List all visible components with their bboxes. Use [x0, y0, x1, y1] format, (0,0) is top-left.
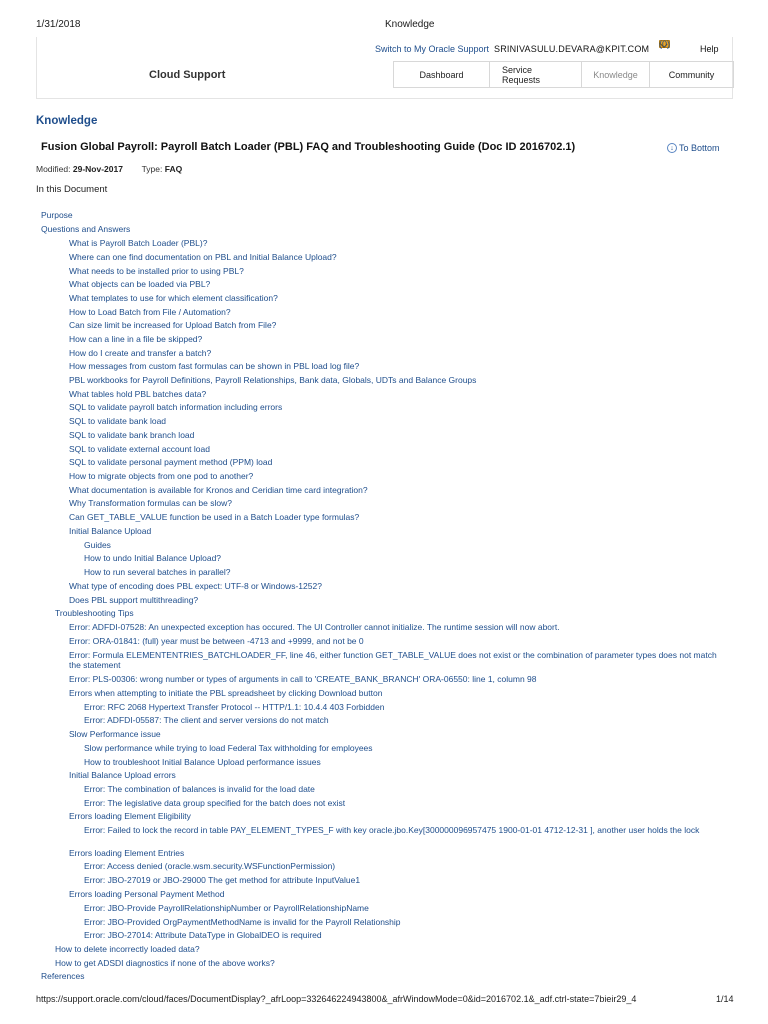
arrow-down-circle-icon: ↓	[667, 143, 677, 153]
toc-link[interactable]: What templates to use for which element classification?	[69, 293, 278, 303]
toc-link[interactable]: Errors loading Element Entries	[69, 848, 185, 858]
toc-link[interactable]: How to migrate objects from one pod to another?	[69, 471, 254, 481]
toc-link[interactable]: SQL to validate bank load	[69, 416, 167, 426]
toc-link[interactable]: SQL to validate external account load	[69, 444, 210, 454]
section-heading: Knowledge	[36, 115, 98, 127]
toc-link[interactable]: What tables hold PBL batches data?	[69, 389, 207, 399]
toc-link[interactable]: Errors loading Personal Payment Method	[69, 889, 225, 899]
toc-link[interactable]: What type of encoding does PBL expect: UTF-8 or Windows-1252?	[69, 581, 322, 591]
toc-link[interactable]: Error: PLS-00306: wrong number or types of arguments in call to 'CREATE_BANK_BRANCH' ORA-06550: line 1, column 98	[69, 674, 537, 684]
toc-link[interactable]: Error: Access denied (oracle.wsm.security.WSFunctionPermission)	[84, 861, 336, 871]
toc-link[interactable]: Errors loading Element Eligibility	[69, 811, 191, 821]
toc-link[interactable]: Questions and Answers	[41, 224, 131, 234]
main-nav	[393, 61, 734, 88]
toc-link[interactable]: What needs to be installed prior to using PBL?	[69, 266, 244, 276]
toc-link[interactable]: Error: ADFDI-07528: An unexpected exception has occured. The UI Controller cannot initialize. The runtime session will now abort.	[69, 622, 560, 632]
toc-link[interactable]: Error: RFC 2068 Hypertext Transfer Protocol -- HTTP/1.1: 10.4.4 403 Forbidden	[84, 702, 385, 712]
toc-link[interactable]: Error: The legislative data group specified for the batch does not exist	[84, 798, 346, 808]
toc-link[interactable]: Error: The combination of balances is invalid for the load date	[84, 784, 315, 794]
toc-link[interactable]: How to Load Batch from File / Automation?	[69, 307, 231, 317]
print-title: Knowledge	[385, 19, 435, 30]
toc-link[interactable]: How to run several batches in parallel?	[84, 567, 231, 577]
toc-link[interactable]: SQL to validate payroll batch information including errors	[69, 402, 283, 412]
toc-link[interactable]: Initial Balance Upload errors	[69, 770, 176, 780]
in-this-document-heading: In this Document	[36, 184, 108, 195]
toc-link[interactable]: Where can one find documentation on PBL and Initial Balance Upload?	[69, 252, 337, 262]
toc-link[interactable]: What objects can be loaded via PBL?	[69, 279, 211, 289]
toc-link[interactable]: Error: ORA-01841: (full) year must be between -4713 and +9999, and not be 0	[69, 636, 364, 646]
print-date: 1/31/2018	[36, 19, 81, 30]
toc-link[interactable]: How messages from custom fast formulas can be shown in PBL load log file?	[69, 361, 360, 371]
tab-knowledge[interactable]: Knowledge	[582, 62, 650, 87]
toc-link[interactable]: Error: Formula ELEMENTENTRIES_BATCHLOADER_FF, line 46, either function GET_TABLE_VALUE does not exist or the combination of parameter types does not match the statement	[69, 650, 717, 670]
toc-link[interactable]: Can size limit be increased for Upload Batch from File?	[69, 320, 277, 330]
document-meta	[36, 164, 182, 174]
toc-link[interactable]: SQL to validate bank branch load	[69, 430, 195, 440]
modified-label: Modified:	[36, 164, 71, 174]
toc-link[interactable]: Error: ADFDI-05587: The client and server versions do not match	[84, 715, 329, 725]
footer-page-number: 1/14	[716, 994, 734, 1004]
user-email[interactable]: SRINIVASULU.DEVARA@KPIT.COM	[494, 44, 650, 54]
toc-link[interactable]: What is Payroll Batch Loader (PBL)?	[69, 238, 208, 248]
tab-community[interactable]: Community	[668, 69, 715, 80]
toc-link[interactable]: How to delete incorrectly loaded data?	[55, 944, 200, 954]
tab-service-requests[interactable]: Service Requests	[490, 62, 582, 87]
toc-link[interactable]: Errors when attempting to initiate the PBL spreadsheet by clicking Download button	[69, 688, 383, 698]
toc-link[interactable]: Initial Balance Upload	[69, 526, 152, 536]
help-link[interactable]: Help	[700, 44, 719, 54]
toc-link[interactable]: Error: Failed to lock the record in table PAY_ELEMENT_TYPES_F with key oracle.jbo.Key[300000096957475 1900-01-01 4712-12-31 ], another user holds the lock	[84, 825, 700, 835]
modified-value: 29-Nov-2017	[72, 164, 123, 174]
toc-link[interactable]: How can a line in a file be skipped?	[69, 334, 203, 344]
toc-link[interactable]: Why Transformation formulas can be slow?	[69, 498, 232, 508]
toc-link[interactable]: How to troubleshoot Initial Balance Upload performance issues	[84, 757, 321, 767]
toc-link[interactable]: Purpose	[41, 210, 73, 220]
tab-dashboard[interactable]: Dashboard	[394, 62, 490, 87]
toc-link[interactable]: Error: JBO-Provide PayrollRelationshipNumber or PayrollRelationshipName	[84, 903, 369, 913]
document-title: Fusion Global Payroll: Payroll Batch Loader (PBL) FAQ and Troubleshooting Guide (Doc ID 2016702.1)	[41, 141, 576, 153]
toc-link[interactable]: SQL to validate personal payment method (PPM) load	[69, 457, 273, 467]
toc-link[interactable]: Slow performance while trying to load Federal Tax withholding for employees	[84, 743, 373, 753]
toc-link[interactable]: How to get ADSDI diagnostics if none of the above works?	[55, 958, 275, 968]
toc-link[interactable]: PBL workbooks for Payroll Definitions, Payroll Relationships, Bank data, Globals, UDTs and Balance Groups	[69, 375, 477, 385]
messages-count: (0)	[659, 39, 670, 49]
footer-url: https://support.oracle.com/cloud/faces/DocumentDisplay?_afrLoop=332646224943800&_afrWindowMode=0&id=2016702.1&_adf.ctrl-state=7bieir29_4	[36, 994, 637, 1004]
brand-name: Cloud Support	[149, 69, 226, 81]
toc-link[interactable]: What documentation is available for Kronos and Ceridian time card integration?	[69, 485, 368, 495]
toc-link[interactable]: Slow Performance issue	[69, 729, 161, 739]
toc-link[interactable]: References	[41, 971, 85, 981]
toc-link[interactable]: Error: JBO-27014: Attribute DataType in GlobalDEO is required	[84, 930, 322, 940]
toc-link[interactable]: Can GET_TABLE_VALUE function be used in a Batch Loader type formulas?	[69, 512, 360, 522]
switch-to-mos-link[interactable]: Switch to My Oracle Support	[375, 44, 490, 54]
type-label: Type:	[141, 164, 163, 174]
to-bottom-link[interactable]	[667, 143, 720, 153]
type-value: FAQ	[164, 164, 183, 174]
to-bottom-label: To Bottom	[679, 143, 720, 153]
toc-link[interactable]: Does PBL support multithreading?	[69, 595, 199, 605]
toc-link[interactable]: How do I create and transfer a batch?	[69, 348, 212, 358]
toc-link[interactable]: How to undo Initial Balance Upload?	[84, 553, 222, 563]
toc-link[interactable]: Guides	[84, 540, 111, 550]
toc-link[interactable]: Error: JBO-27019 or JBO-29000 The get method for attribute InputValue1	[84, 875, 361, 885]
toc-link[interactable]: Error: JBO-Provided OrgPaymentMethodName is invalid for the Payroll Relationship	[84, 917, 401, 927]
toc-link[interactable]: Troubleshooting Tips	[55, 608, 134, 618]
